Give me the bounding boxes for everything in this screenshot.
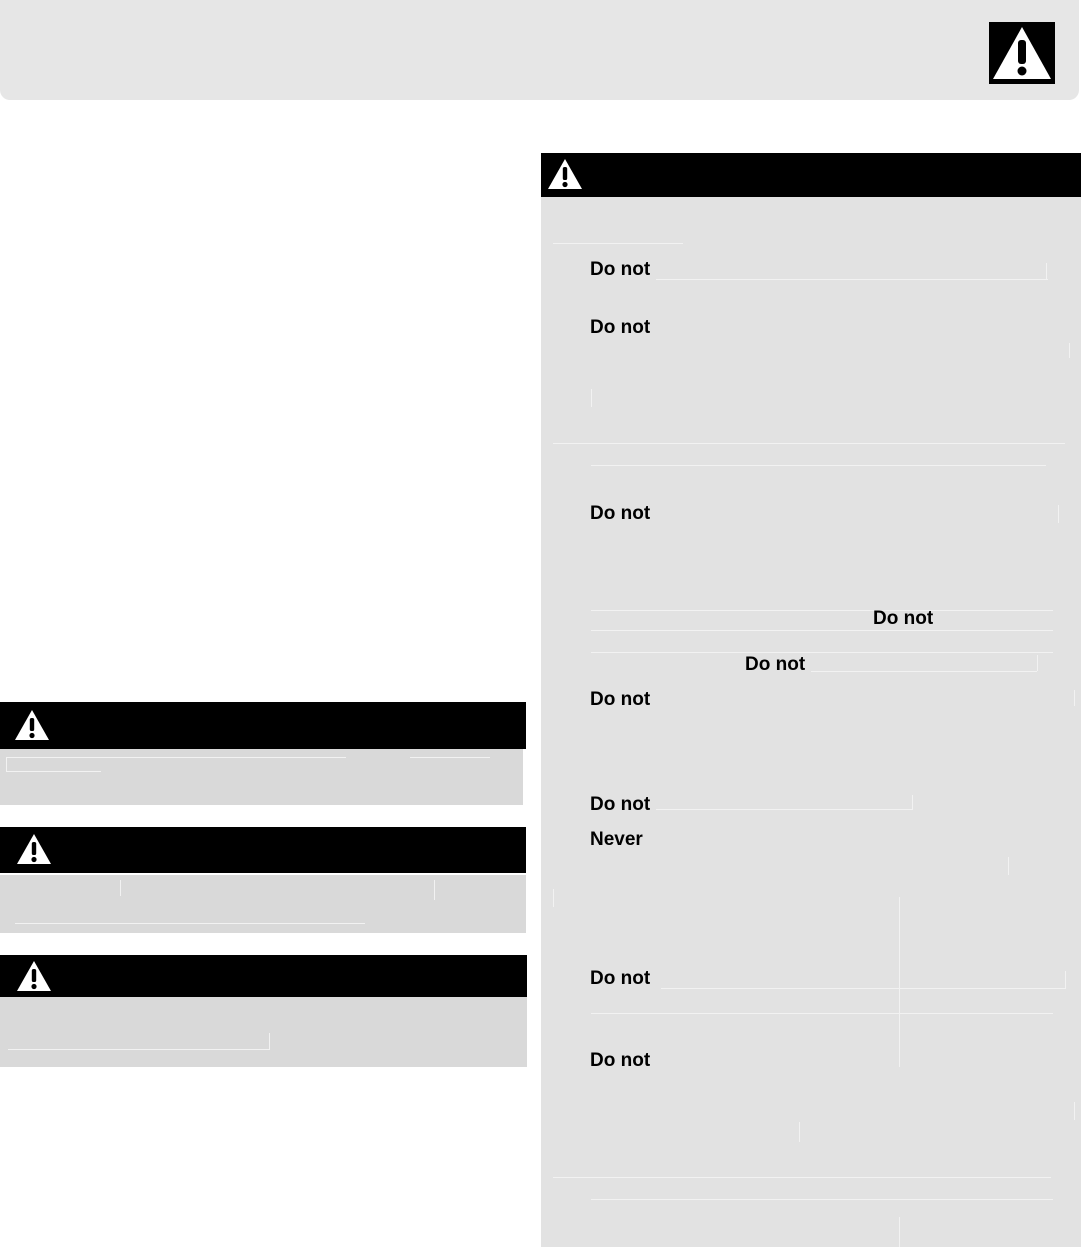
- header-band: [0, 0, 1079, 100]
- emphasis-text: Do not: [590, 259, 651, 280]
- emphasis-text: Do not: [590, 689, 651, 710]
- warning-exclamation-icon: [15, 958, 53, 994]
- warning-panel: [0, 749, 523, 805]
- emphasis-text: Do not: [873, 608, 934, 629]
- warning-exclamation-icon: [546, 156, 584, 192]
- emphasis-text: Do not: [745, 654, 806, 675]
- warning-exclamation-icon: [13, 707, 51, 743]
- warning-bar: [0, 827, 526, 873]
- warning-panel: [541, 197, 1081, 1247]
- warning-bar: [541, 153, 1081, 197]
- warning-panel: [0, 997, 527, 1067]
- warning-exclamation-icon: [15, 831, 53, 867]
- emphasis-text: Do not: [590, 968, 651, 989]
- emphasis-text: Do not: [590, 317, 651, 338]
- emphasis-text: Do not: [590, 503, 651, 524]
- emphasis-text: Do not: [590, 1050, 651, 1071]
- warning-panel: [0, 875, 526, 933]
- warning-bar: [0, 702, 526, 749]
- emphasis-text: Never: [590, 829, 643, 850]
- warning-exclamation-icon: [989, 22, 1055, 84]
- warning-bar: [0, 955, 527, 997]
- emphasis-text: Do not: [590, 794, 651, 815]
